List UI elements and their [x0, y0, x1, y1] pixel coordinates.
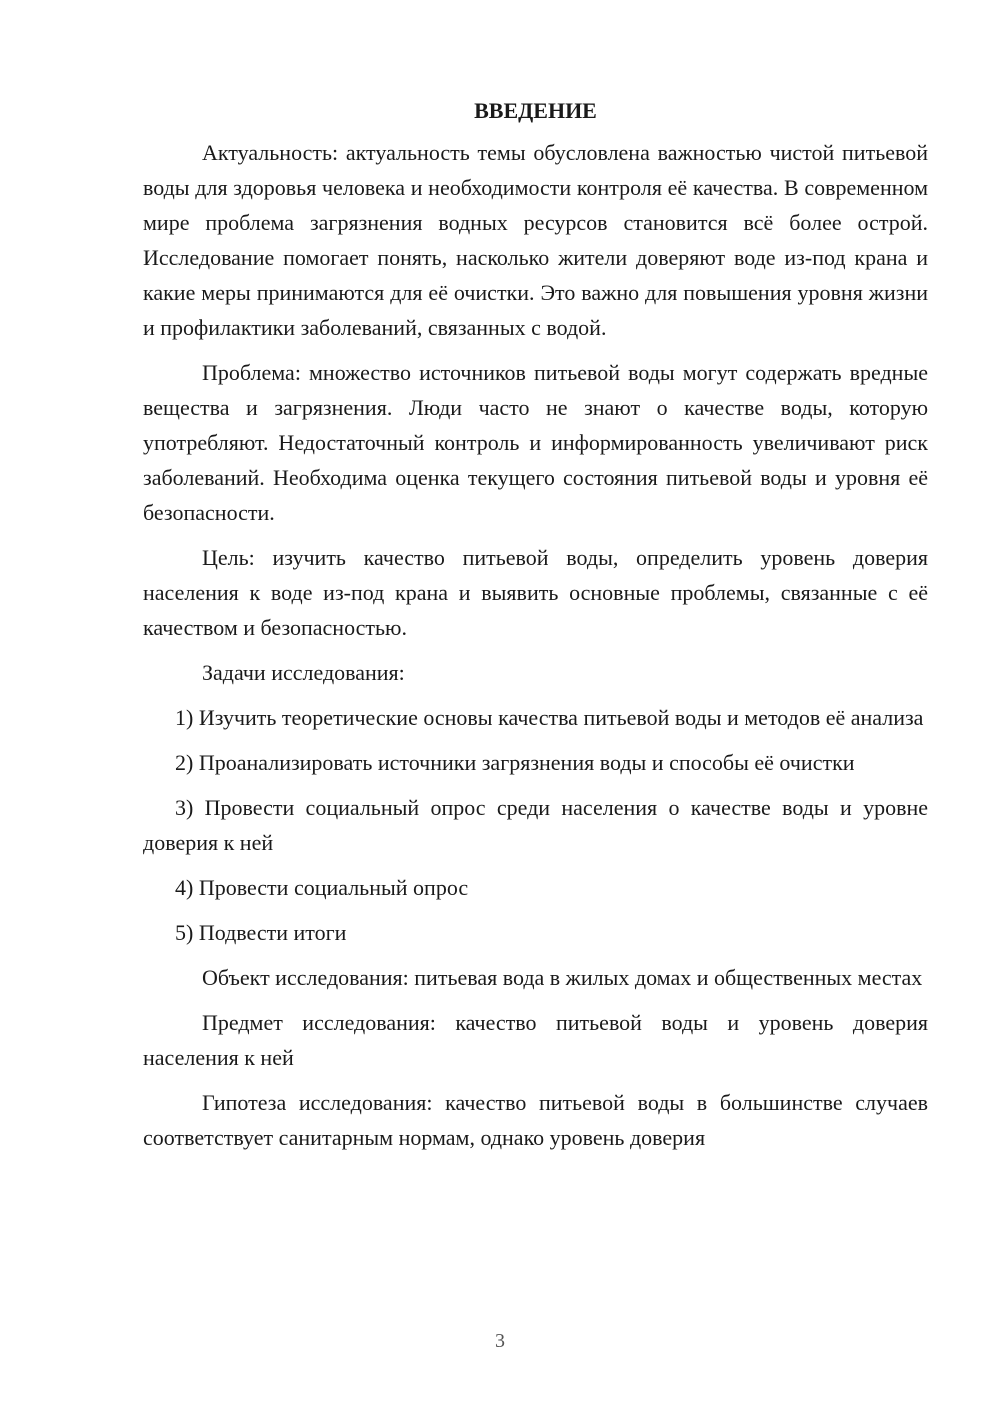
page-number: 3	[495, 1330, 505, 1352]
object-paragraph: Объект исследования: питьевая вода в жилых домах и общественных местах	[202, 965, 923, 990]
page-content	[143, 96, 928, 1155]
problem-paragraph: Проблема: множество источников питьевой воды могут содержать вредные вещества и загрязнения. Люди часто не знают о качестве воды, которую употребляют. Недостаточный контроль и информированность увеличивают риск заболеваний. Необходима оценка текущего состояния питьевой воды и уровня её безопасности.	[143, 360, 928, 525]
task-item-4: 4) Провести социальный опрос	[175, 875, 469, 900]
section-title: ВВЕДЕНИЕ	[474, 98, 597, 123]
task-item-3: 3) Провести социальный опрос среди населения о качестве воды и уровне доверия к ней	[143, 795, 928, 855]
hypothesis-paragraph: Гипотеза исследования: качество питьевой воды в большинстве случаев соответствует санитарным нормам, однако уровень доверия	[143, 1090, 928, 1150]
goal-paragraph: Цель: изучить качество питьевой воды, определить уровень доверия населения к воде из-под крана и выявить основные проблемы, связанные с её качеством и безопасностью.	[143, 545, 928, 640]
tasks-heading: Задачи исследования:	[202, 660, 405, 685]
task-item-5: 5) Подвести итоги	[175, 920, 347, 945]
relevance-paragraph: Актуальность: актуальность темы обусловлена важностью чистой питьевой воды для здоровья человека и необходимости контроля её качества. В современном мире проблема загрязнения водных ресурсов становится всё более острой. Исследование помогает понять, насколько жители доверяют воде из-под крана и какие меры принимаются для её очистки. Это важно для повышения уровня жизни и профилактики заболеваний, связанных с водой.	[143, 140, 928, 340]
subject-paragraph: Предмет исследования: качество питьевой воды и уровень доверия населения к ней	[143, 1010, 928, 1070]
task-item-2: 2) Проанализировать источники загрязнения воды и способы её очистки	[175, 750, 855, 775]
task-item-1: 1) Изучить теоретические основы качества питьевой воды и методов её анализа	[175, 705, 924, 730]
